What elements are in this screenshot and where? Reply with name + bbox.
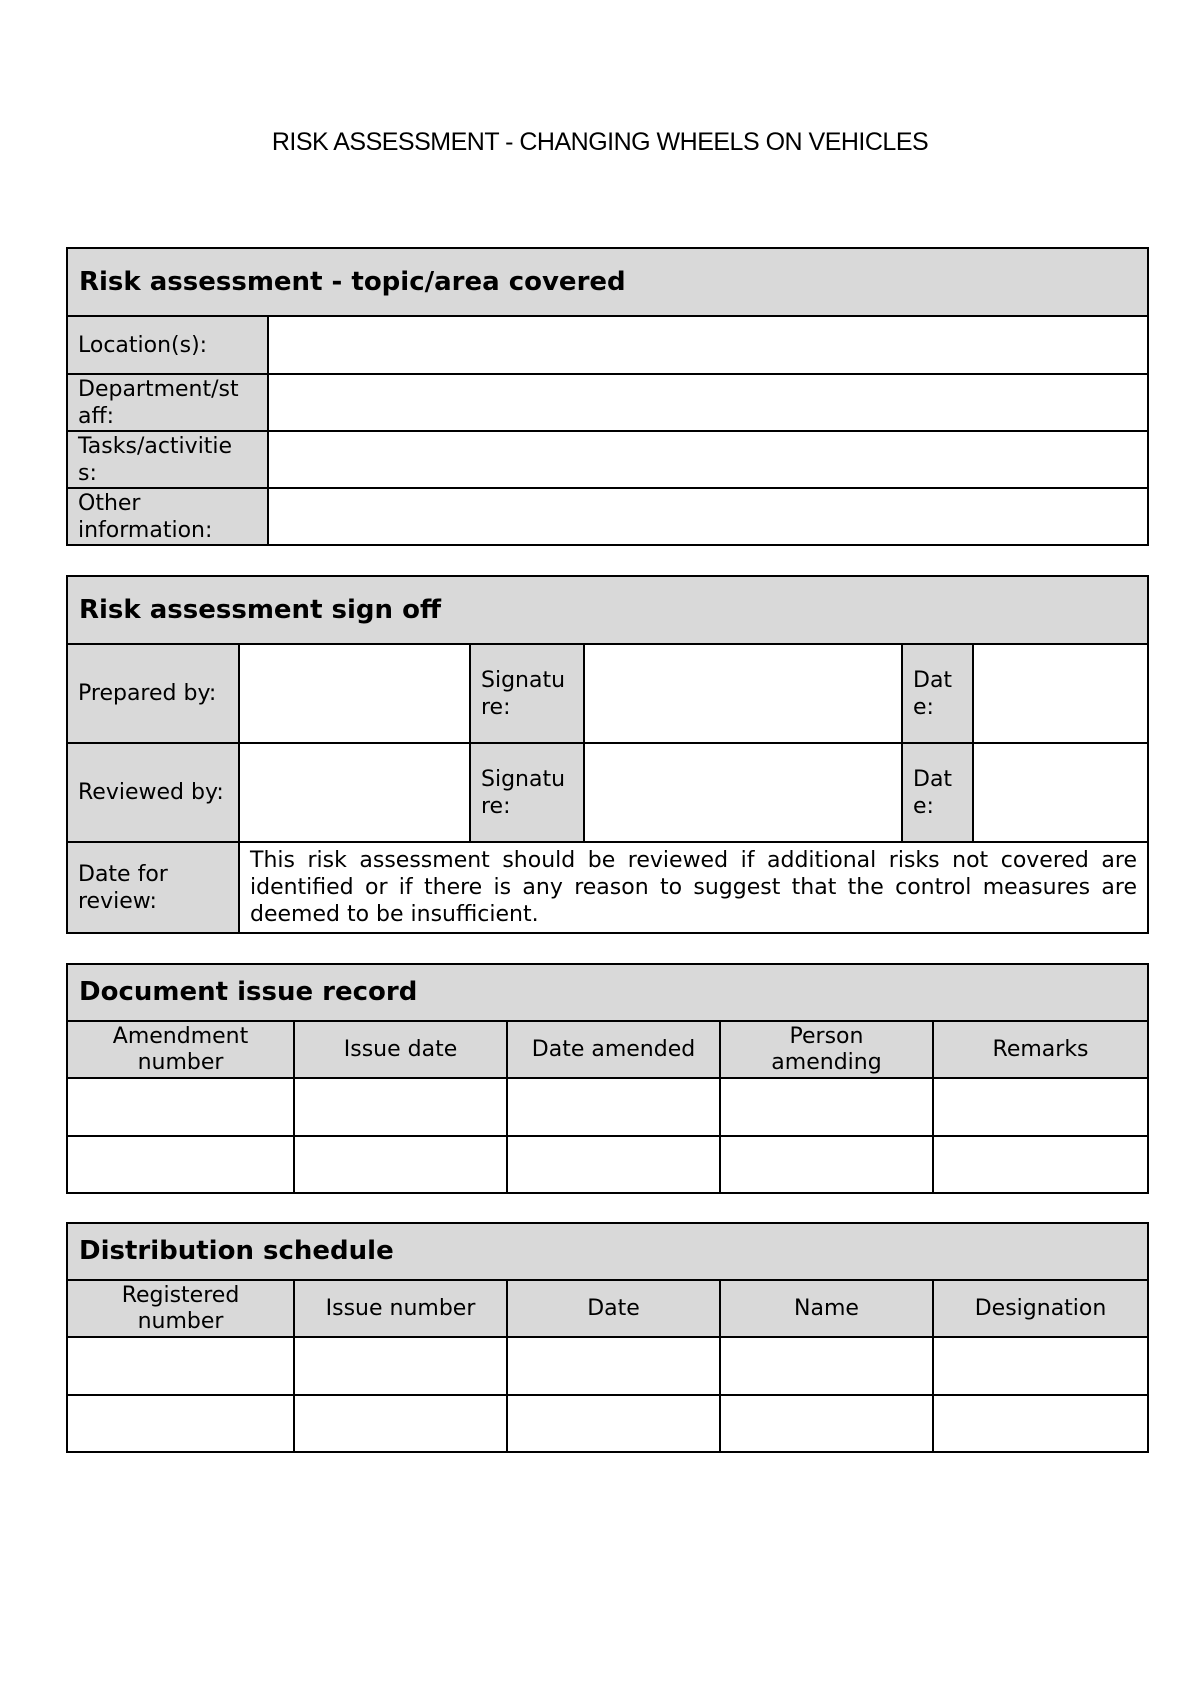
col-date-amended: Date amended [507,1021,720,1078]
table-row [67,1395,1148,1452]
tasks-activities-field[interactable] [268,431,1148,488]
reviewed-date-label: Dat e: [902,743,973,842]
issue-cell[interactable] [720,1078,933,1136]
issue-cell[interactable] [294,1136,507,1193]
col-designation: Designation [933,1280,1148,1337]
issue-cell[interactable] [933,1136,1148,1193]
distribution-cell[interactable] [67,1395,294,1452]
department-staff-label: Department/st aff: [67,374,268,431]
sign-off-header: Risk assessment sign off [67,576,1148,644]
col-amendment-number: Amendment number [67,1021,294,1078]
distribution-cell[interactable] [720,1337,933,1395]
department-staff-field[interactable] [268,374,1148,431]
col-registered-number: Registered number [67,1280,294,1337]
distribution-cell[interactable] [67,1337,294,1395]
other-information-label: Other information: [67,488,268,545]
issue-cell[interactable] [67,1136,294,1193]
col-name: Name [720,1280,933,1337]
col-issue-number: Issue number [294,1280,507,1337]
reviewed-by-field[interactable] [239,743,470,842]
prepared-signature-label: Signatu re: [470,644,584,743]
distribution-schedule-table [66,1222,1149,1453]
reviewed-by-label: Reviewed by: [67,743,239,842]
topic-area-header: Risk assessment - topic/area covered [67,248,1148,316]
other-information-field[interactable] [268,488,1148,545]
document-issue-record-table [66,963,1149,1194]
prepared-signature-field[interactable] [584,644,902,743]
distribution-cell[interactable] [933,1337,1148,1395]
table-row [67,1337,1148,1395]
reviewed-signature-field[interactable] [584,743,902,842]
review-note: This risk assessment should be reviewed if additional risks not covered are identified or if there is any reason to suggest that the control measures are deemed to be insufficient. [239,842,1148,933]
issue-cell[interactable] [507,1078,720,1136]
reviewed-date-field[interactable] [973,743,1148,842]
issue-cell[interactable] [67,1078,294,1136]
col-issue-date: Issue date [294,1021,507,1078]
issue-cell[interactable] [720,1136,933,1193]
tasks-activities-label: Tasks/activitie s: [67,431,268,488]
issue-cell[interactable] [507,1136,720,1193]
prepared-date-field[interactable] [973,644,1148,743]
table-row [67,1078,1148,1136]
topic-area-table [66,247,1149,546]
distribution-cell[interactable] [720,1395,933,1452]
table-row [67,1136,1148,1193]
col-person-amending: Person amending [720,1021,933,1078]
location-field[interactable] [268,316,1148,374]
document-issue-record-header: Document issue record [67,964,1148,1021]
date-for-review-label: Date for review: [67,842,239,933]
issue-cell[interactable] [933,1078,1148,1136]
col-date: Date [507,1280,720,1337]
distribution-cell[interactable] [294,1337,507,1395]
prepared-by-field[interactable] [239,644,470,743]
location-label: Location(s): [67,316,268,374]
reviewed-signature-label: Signatu re: [470,743,584,842]
distribution-cell[interactable] [933,1395,1148,1452]
distribution-schedule-header: Distribution schedule [67,1223,1148,1280]
sign-off-table [66,575,1149,934]
issue-cell[interactable] [294,1078,507,1136]
prepared-by-label: Prepared by: [67,644,239,743]
document-title: RISK ASSESSMENT - CHANGING WHEELS ON VEHICLES [271,128,929,156]
distribution-cell[interactable] [294,1395,507,1452]
col-remarks: Remarks [933,1021,1148,1078]
distribution-cell[interactable] [507,1395,720,1452]
prepared-date-label: Dat e: [902,644,973,743]
distribution-cell[interactable] [507,1337,720,1395]
